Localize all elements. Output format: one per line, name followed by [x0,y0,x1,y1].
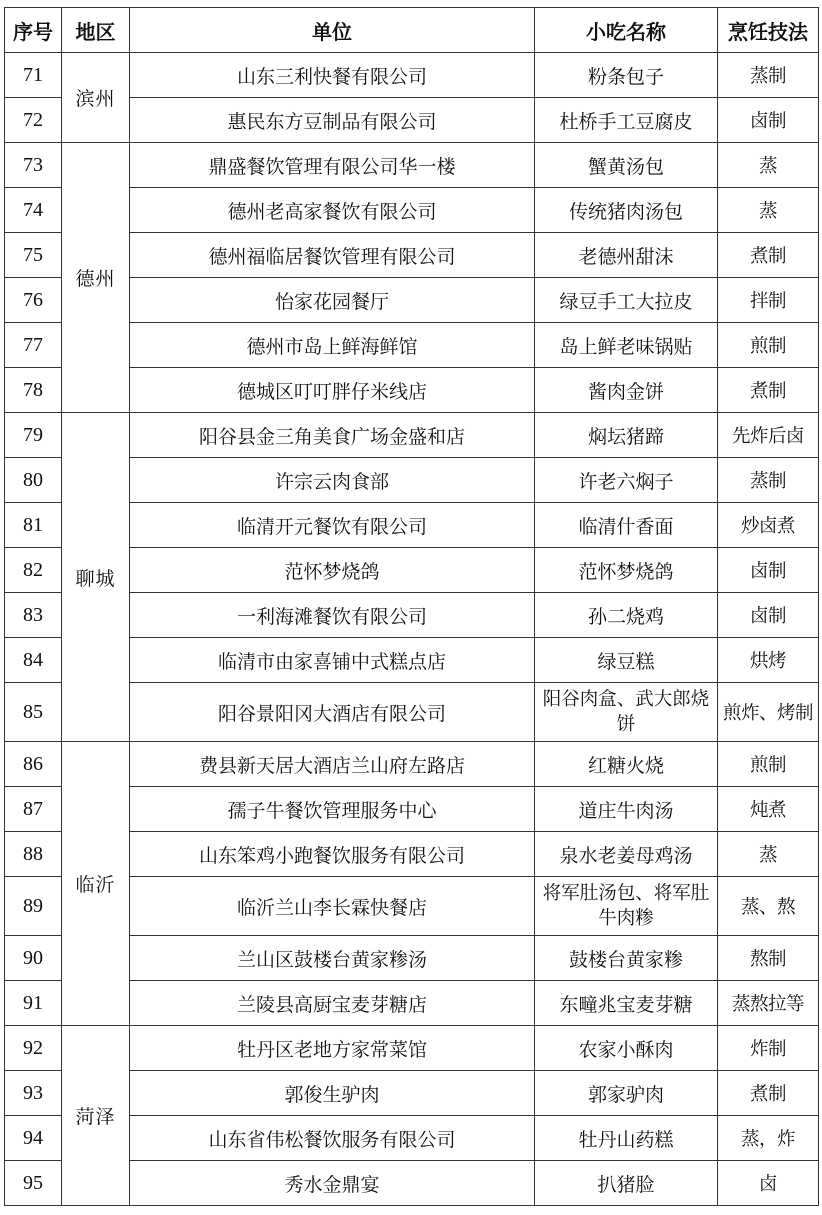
cell-unit: 秀水金鼎宴 [130,1161,535,1206]
cell-unit: 山东省伟松餐饮服务有限公司 [130,1116,535,1161]
cell-index: 82 [5,548,62,593]
cell-index: 75 [5,233,62,278]
cell-index: 88 [5,832,62,877]
cell-technique: 蒸 [718,188,819,233]
cell-snack: 许老六焖子 [535,458,718,503]
cell-technique: 煎炸、烤制 [718,683,819,742]
cell-technique: 拌制 [718,278,819,323]
cell-snack: 扒猪脸 [535,1161,718,1206]
cell-technique: 煮制 [718,233,819,278]
cell-index: 79 [5,413,62,458]
table-row [5,413,819,458]
cell-index: 93 [5,1071,62,1116]
cell-region: 菏泽 [62,1026,130,1206]
cell-snack: 道庄牛肉汤 [535,787,718,832]
cell-snack: 红糖火烧 [535,742,718,787]
cell-technique: 煮制 [718,1071,819,1116]
cell-technique: 蒸制 [718,458,819,503]
cell-technique: 蒸、熬 [718,877,819,936]
cell-index: 85 [5,683,62,742]
cell-unit: 德州福临居餐饮管理有限公司 [130,233,535,278]
cell-technique: 炖煮 [718,787,819,832]
table-body [5,53,819,1206]
table-row [5,1026,819,1071]
cell-unit: 兰山区鼓楼台黄家糁汤 [130,936,535,981]
header-unit: 单位 [130,8,535,53]
cell-unit: 阳谷景阳冈大酒店有限公司 [130,683,535,742]
cell-unit: 兰陵县高厨宝麦芽糖店 [130,981,535,1026]
cell-snack: 传统猪肉汤包 [535,188,718,233]
cell-technique: 卤 [718,1161,819,1206]
cell-unit: 怡家花园餐厅 [130,278,535,323]
cell-unit: 许宗云肉食部 [130,458,535,503]
cell-unit: 孺子牛餐饮管理服务中心 [130,787,535,832]
cell-unit: 德州市岛上鲜海鲜馆 [130,323,535,368]
cell-snack: 岛上鲜老味锅贴 [535,323,718,368]
cell-technique: 炒卤煮 [718,503,819,548]
cell-snack: 粉条包子 [535,53,718,98]
cell-index: 84 [5,638,62,683]
cell-snack: 酱肉金饼 [535,368,718,413]
cell-snack: 焖坛猪蹄 [535,413,718,458]
cell-snack: 郭家驴肉 [535,1071,718,1116]
cell-unit: 临清开元餐饮有限公司 [130,503,535,548]
table-row [5,143,819,188]
cell-index: 91 [5,981,62,1026]
header-index: 序号 [5,8,62,53]
cell-technique: 熬制 [718,936,819,981]
cell-index: 76 [5,278,62,323]
cell-index: 72 [5,98,62,143]
cell-snack: 老德州甜沫 [535,233,718,278]
cell-unit: 临沂兰山李长霖快餐店 [130,877,535,936]
cell-technique: 煎制 [718,323,819,368]
cell-index: 92 [5,1026,62,1071]
cell-technique: 蒸 [718,143,819,188]
cell-unit: 费县新天居大酒店兰山府左路店 [130,742,535,787]
cell-index: 81 [5,503,62,548]
cell-snack: 农家小酥肉 [535,1026,718,1071]
cell-index: 80 [5,458,62,503]
cell-technique: 卤制 [718,98,819,143]
cell-region: 滨州 [62,53,130,143]
cell-snack: 孙二烧鸡 [535,593,718,638]
cell-unit: 范怀梦烧鸽 [130,548,535,593]
cell-snack: 绿豆手工大拉皮 [535,278,718,323]
cell-index: 83 [5,593,62,638]
cell-index: 95 [5,1161,62,1206]
cell-unit: 德城区叮叮胖仔米线店 [130,368,535,413]
cell-technique: 蒸熬拉等 [718,981,819,1026]
cell-technique: 煎制 [718,742,819,787]
cell-index: 87 [5,787,62,832]
cell-region: 德州 [62,143,130,413]
cell-technique: 蒸 [718,832,819,877]
cell-snack: 绿豆糕 [535,638,718,683]
cell-technique: 卤制 [718,548,819,593]
cell-snack: 牡丹山药糕 [535,1116,718,1161]
cell-snack: 鼓楼台黄家糁 [535,936,718,981]
cell-region: 聊城 [62,413,130,742]
cell-index: 86 [5,742,62,787]
header-snack: 小吃名称 [535,8,718,53]
cell-technique: 先炸后卤 [718,413,819,458]
cell-snack: 东疃兆宝麦芽糖 [535,981,718,1026]
cell-unit: 山东三利快餐有限公司 [130,53,535,98]
table-row [5,53,819,98]
cell-snack: 阳谷肉盒、武大郎烧饼 [535,683,718,742]
cell-snack: 将军肚汤包、将军肚牛肉糁 [535,877,718,936]
cell-index: 73 [5,143,62,188]
cell-unit: 惠民东方豆制品有限公司 [130,98,535,143]
cell-snack: 蟹黄汤包 [535,143,718,188]
cell-index: 94 [5,1116,62,1161]
cell-unit: 山东笨鸡小跑餐饮服务有限公司 [130,832,535,877]
cell-technique: 蒸，炸 [718,1116,819,1161]
cell-snack: 杜桥手工豆腐皮 [535,98,718,143]
header-technique: 烹饪技法 [718,8,819,53]
cell-technique: 炸制 [718,1026,819,1071]
cell-index: 77 [5,323,62,368]
cell-technique: 卤制 [718,593,819,638]
cell-unit: 郭俊生驴肉 [130,1071,535,1116]
cell-technique: 蒸制 [718,53,819,98]
header-row [5,8,819,53]
cell-region: 临沂 [62,742,130,1026]
snack-table [4,7,819,1206]
cell-unit: 临清市由家喜铺中式糕点店 [130,638,535,683]
cell-unit: 牡丹区老地方家常菜馆 [130,1026,535,1071]
cell-technique: 煮制 [718,368,819,413]
cell-unit: 一利海滩餐饮有限公司 [130,593,535,638]
cell-index: 78 [5,368,62,413]
cell-unit: 鼎盛餐饮管理有限公司华一楼 [130,143,535,188]
cell-unit: 德州老高家餐饮有限公司 [130,188,535,233]
cell-unit: 阳谷县金三角美食广场金盛和店 [130,413,535,458]
cell-snack: 临清什香面 [535,503,718,548]
cell-index: 71 [5,53,62,98]
cell-index: 74 [5,188,62,233]
cell-snack: 范怀梦烧鸽 [535,548,718,593]
table-row [5,742,819,787]
cell-index: 90 [5,936,62,981]
cell-technique: 烘烤 [718,638,819,683]
cell-index: 89 [5,877,62,936]
header-region: 地区 [62,8,130,53]
cell-snack: 泉水老姜母鸡汤 [535,832,718,877]
